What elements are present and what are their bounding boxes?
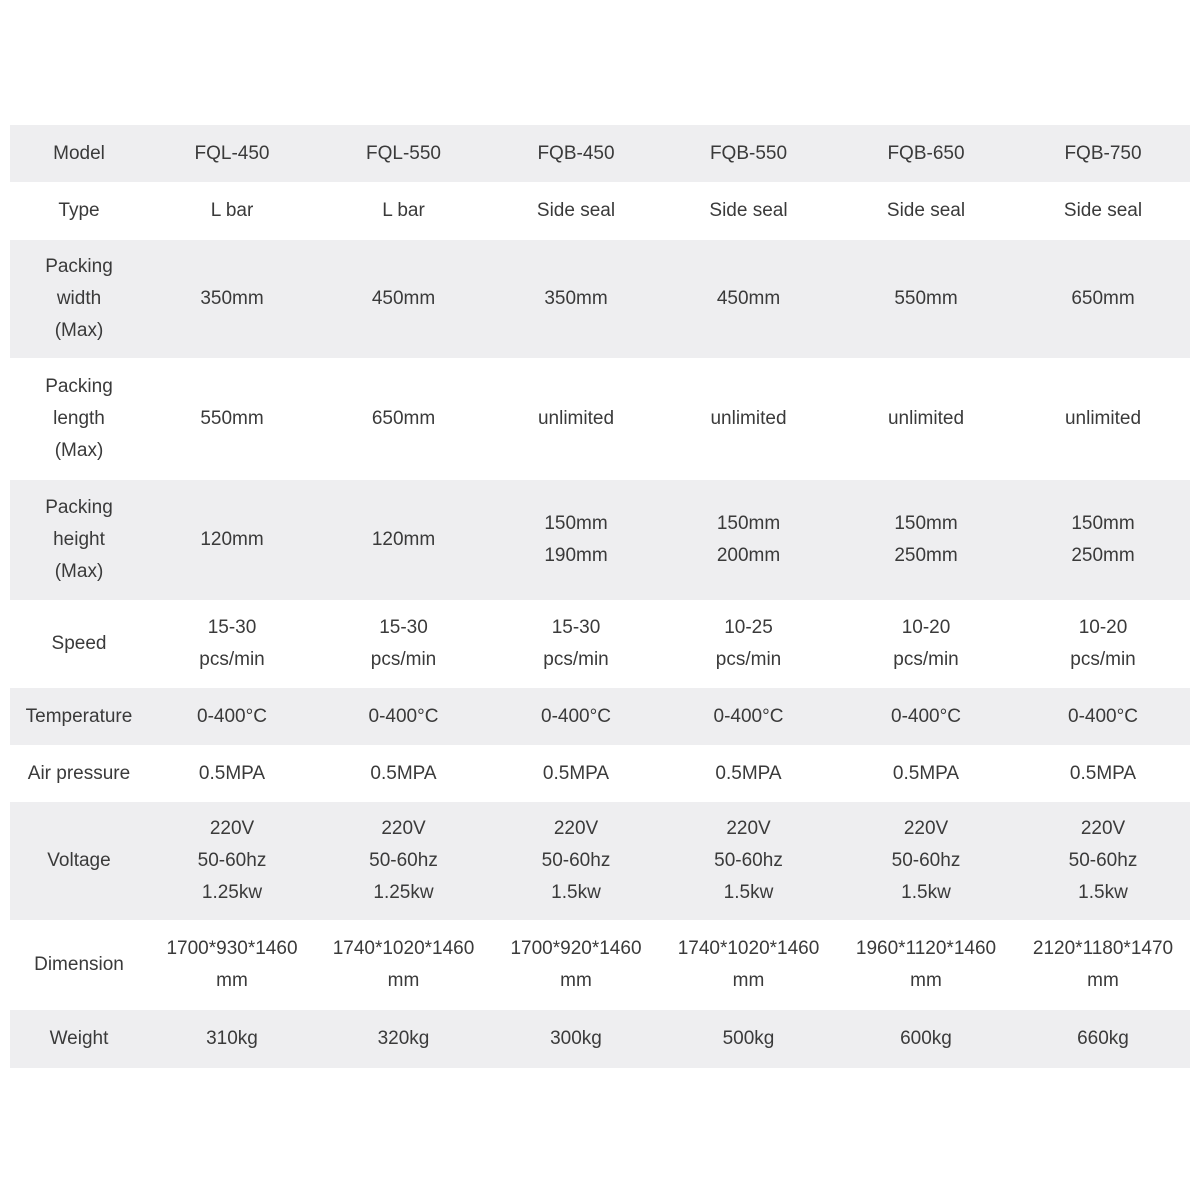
- cell-line: 250mm: [1071, 545, 1135, 566]
- table-cell: [836, 802, 1016, 920]
- cell-line: 0-400°C: [368, 705, 439, 727]
- row-label-line: Model: [53, 142, 105, 164]
- table-cell: [1016, 1010, 1190, 1068]
- table-cell: [836, 745, 1016, 802]
- table-row: [10, 688, 1190, 745]
- table-cell: [148, 688, 316, 745]
- cell-line: unlimited: [537, 408, 615, 429]
- cell-line: FQB-550: [709, 142, 788, 164]
- table-cell: [148, 125, 316, 182]
- table-cell: [1016, 600, 1190, 688]
- cell-line: 10-25: [724, 617, 773, 638]
- row-label: [10, 182, 148, 240]
- table-cell: [661, 240, 836, 358]
- cell-line: pcs/min: [715, 649, 782, 670]
- cell-line: 10-20: [901, 617, 951, 638]
- row-label: [10, 480, 148, 600]
- cell-line: mm: [387, 970, 420, 991]
- table-cell: [148, 920, 316, 1010]
- table-cell: [661, 745, 836, 802]
- cell-line: 190mm: [544, 545, 608, 566]
- cell-line: Side seal: [536, 200, 616, 221]
- table-row: [10, 745, 1190, 802]
- table-cell: [316, 745, 491, 802]
- row-label-line: Temperature: [25, 705, 133, 727]
- row-label-line: height: [53, 529, 105, 550]
- row-label-line: Speed: [51, 633, 107, 654]
- cell-line: 550mm: [894, 288, 958, 309]
- table-row: [10, 600, 1190, 688]
- table-cell: [316, 920, 491, 1010]
- table-cell: [661, 358, 836, 480]
- row-label-line: Dimension: [34, 954, 124, 975]
- table-cell: [661, 600, 836, 688]
- cell-line: 15-30: [207, 617, 257, 638]
- row-label-line: Packing: [45, 256, 113, 277]
- cell-line: 0-400°C: [197, 705, 267, 727]
- table-cell: [661, 688, 836, 745]
- cell-line: 0.5MPA: [542, 762, 610, 784]
- table-cell: [148, 182, 316, 240]
- cell-line: 0.5MPA: [715, 762, 782, 784]
- cell-line: 15-30: [551, 617, 601, 638]
- cell-line: unlimited: [710, 408, 787, 429]
- cell-line: 1.5kw: [1078, 882, 1128, 903]
- cell-line: pcs/min: [199, 649, 265, 670]
- table-cell: [1016, 480, 1190, 600]
- table-cell: [1016, 182, 1190, 240]
- table-cell: [316, 182, 491, 240]
- cell-line: pcs/min: [1070, 649, 1136, 670]
- table-cell: [148, 480, 316, 600]
- cell-line: Side seal: [886, 200, 966, 221]
- table-cell: [836, 1010, 1016, 1068]
- cell-line: mm: [732, 970, 765, 991]
- row-label: [10, 802, 148, 920]
- table-row: [10, 358, 1190, 480]
- row-label-line: (Max): [54, 320, 104, 341]
- table-cell: [1016, 745, 1190, 802]
- cell-line: Side seal: [709, 200, 788, 221]
- row-label-line: Voltage: [47, 850, 111, 871]
- table-cell: [1016, 358, 1190, 480]
- table-cell: [148, 802, 316, 920]
- spec-table: [10, 125, 1190, 1068]
- row-label: [10, 688, 148, 745]
- cell-line: 310kg: [206, 1028, 258, 1049]
- cell-line: 50-60hz: [369, 850, 438, 871]
- table-cell: [148, 1010, 316, 1068]
- cell-line: 120mm: [371, 529, 436, 550]
- row-label-line: Packing: [45, 497, 113, 518]
- table-cell: [491, 358, 661, 480]
- row-label: [10, 125, 148, 182]
- table-cell: [316, 802, 491, 920]
- table-cell: [491, 240, 661, 358]
- cell-line: 0.5MPA: [198, 762, 266, 784]
- table-cell: [148, 358, 316, 480]
- cell-line: 1.25kw: [373, 882, 434, 903]
- cell-line: 1740*1020*1460: [332, 938, 475, 959]
- table-cell: [491, 1010, 661, 1068]
- row-label-line: (Max): [54, 440, 104, 461]
- cell-line: 50-60hz: [891, 850, 961, 871]
- cell-line: 0-400°C: [891, 705, 961, 727]
- table-cell: [836, 125, 1016, 182]
- cell-line: 650mm: [371, 408, 436, 429]
- cell-line: mm: [910, 970, 942, 991]
- row-label: [10, 240, 148, 358]
- cell-line: 150mm: [544, 513, 608, 534]
- table-cell: [491, 600, 661, 688]
- cell-line: 1.5kw: [551, 882, 601, 903]
- cell-line: 650mm: [1071, 288, 1135, 309]
- cell-line: mm: [560, 970, 592, 991]
- table-cell: [1016, 688, 1190, 745]
- table-cell: [316, 358, 491, 480]
- table-row: [10, 182, 1190, 240]
- table-row: [10, 802, 1190, 920]
- cell-line: 220V: [209, 818, 255, 839]
- table-cell: [316, 1010, 491, 1068]
- cell-line: 660kg: [1077, 1028, 1129, 1049]
- table-row: [10, 240, 1190, 358]
- table-cell: [661, 125, 836, 182]
- cell-line: 15-30: [379, 617, 428, 638]
- table-row: [10, 480, 1190, 600]
- cell-line: unlimited: [887, 408, 965, 429]
- cell-line: 1960*1120*1460: [855, 938, 997, 959]
- cell-line: pcs/min: [893, 649, 959, 670]
- table-cell: [316, 240, 491, 358]
- row-label-line: Packing: [45, 376, 113, 397]
- cell-line: 1.5kw: [901, 882, 951, 903]
- table-cell: [661, 802, 836, 920]
- table-cell: [661, 480, 836, 600]
- table-cell: [316, 480, 491, 600]
- cell-line: FQL-450: [194, 142, 270, 164]
- cell-line: 0.5MPA: [1069, 762, 1137, 784]
- row-label-line: Weight: [49, 1028, 109, 1049]
- table-cell: [836, 182, 1016, 240]
- cell-line: 1.5kw: [723, 882, 774, 903]
- cell-line: 450mm: [716, 288, 781, 309]
- cell-line: 50-60hz: [541, 850, 611, 871]
- cell-line: 0.5MPA: [892, 762, 960, 784]
- cell-line: 220V: [1080, 818, 1126, 839]
- cell-line: 1740*1020*1460: [677, 938, 820, 959]
- table-cell: [491, 125, 661, 182]
- cell-line: 350mm: [200, 288, 264, 309]
- cell-line: 0.5MPA: [370, 762, 437, 784]
- table-cell: [836, 688, 1016, 745]
- cell-line: 10-20: [1078, 617, 1128, 638]
- cell-line: 1.25kw: [201, 882, 263, 903]
- cell-line: FQL-550: [366, 142, 441, 164]
- row-label-line: (Max): [54, 561, 104, 582]
- table-cell: [491, 182, 661, 240]
- cell-line: 220V: [553, 818, 599, 839]
- cell-line: unlimited: [1064, 408, 1142, 429]
- row-label: [10, 1010, 148, 1068]
- cell-line: 350mm: [544, 288, 608, 309]
- row-label-line: length: [53, 408, 105, 429]
- cell-line: 300kg: [550, 1028, 602, 1049]
- table-cell: [1016, 240, 1190, 358]
- cell-line: 150mm: [1071, 513, 1135, 534]
- table-cell: [836, 240, 1016, 358]
- row-label: [10, 358, 148, 480]
- cell-line: 600kg: [900, 1028, 952, 1049]
- row-label-line: Air pressure: [27, 762, 131, 784]
- cell-line: mm: [216, 970, 248, 991]
- cell-line: L bar: [382, 200, 425, 221]
- table-cell: [836, 600, 1016, 688]
- cell-line: 450mm: [371, 288, 436, 309]
- cell-line: 120mm: [200, 529, 264, 550]
- table-cell: [836, 920, 1016, 1010]
- table-cell: [661, 920, 836, 1010]
- cell-line: 550mm: [200, 408, 264, 429]
- table-row: [10, 1010, 1190, 1068]
- row-label: [10, 600, 148, 688]
- row-label-line: Type: [58, 200, 100, 221]
- table-cell: [491, 480, 661, 600]
- cell-line: FQB-750: [1064, 142, 1142, 164]
- table-cell: [491, 802, 661, 920]
- cell-line: 150mm: [894, 513, 958, 534]
- table-cell: [836, 480, 1016, 600]
- cell-line: pcs/min: [370, 649, 437, 670]
- cell-line: 320kg: [377, 1028, 430, 1049]
- table-cell: [316, 125, 491, 182]
- row-label-line: width: [56, 288, 102, 309]
- cell-line: 200mm: [716, 545, 781, 566]
- cell-line: 1700*920*1460: [510, 938, 642, 959]
- cell-line: pcs/min: [543, 649, 609, 670]
- cell-line: Side seal: [1063, 200, 1143, 221]
- cell-line: FQB-450: [537, 142, 615, 164]
- cell-line: 50-60hz: [1068, 850, 1138, 871]
- cell-line: 0-400°C: [713, 705, 784, 727]
- cell-line: 220V: [903, 818, 949, 839]
- cell-line: 220V: [381, 818, 426, 839]
- cell-line: 150mm: [716, 513, 781, 534]
- cell-line: 0-400°C: [1068, 705, 1138, 727]
- table-cell: [661, 182, 836, 240]
- cell-line: FQB-650: [887, 142, 965, 164]
- table-cell: [491, 688, 661, 745]
- row-label: [10, 745, 148, 802]
- table-cell: [1016, 802, 1190, 920]
- table-cell: [491, 920, 661, 1010]
- cell-line: 2120*1180*1470: [1032, 938, 1174, 959]
- table-cell: [661, 1010, 836, 1068]
- table-row: [10, 125, 1190, 182]
- table-cell: [836, 358, 1016, 480]
- cell-line: 1700*930*1460: [166, 938, 298, 959]
- cell-line: 50-60hz: [714, 850, 783, 871]
- table-cell: [148, 600, 316, 688]
- table-cell: [491, 745, 661, 802]
- table-row: [10, 920, 1190, 1010]
- cell-line: 220V: [726, 818, 771, 839]
- row-label: [10, 920, 148, 1010]
- table-cell: [1016, 920, 1190, 1010]
- table-cell: [148, 745, 316, 802]
- cell-line: mm: [1087, 970, 1119, 991]
- cell-line: 0-400°C: [541, 705, 611, 727]
- table-cell: [1016, 125, 1190, 182]
- table-cell: [316, 688, 491, 745]
- cell-line: 500kg: [722, 1028, 775, 1049]
- cell-line: L bar: [210, 200, 254, 221]
- cell-line: 50-60hz: [197, 850, 267, 871]
- table-cell: [148, 240, 316, 358]
- cell-line: 250mm: [894, 545, 958, 566]
- table-cell: [316, 600, 491, 688]
